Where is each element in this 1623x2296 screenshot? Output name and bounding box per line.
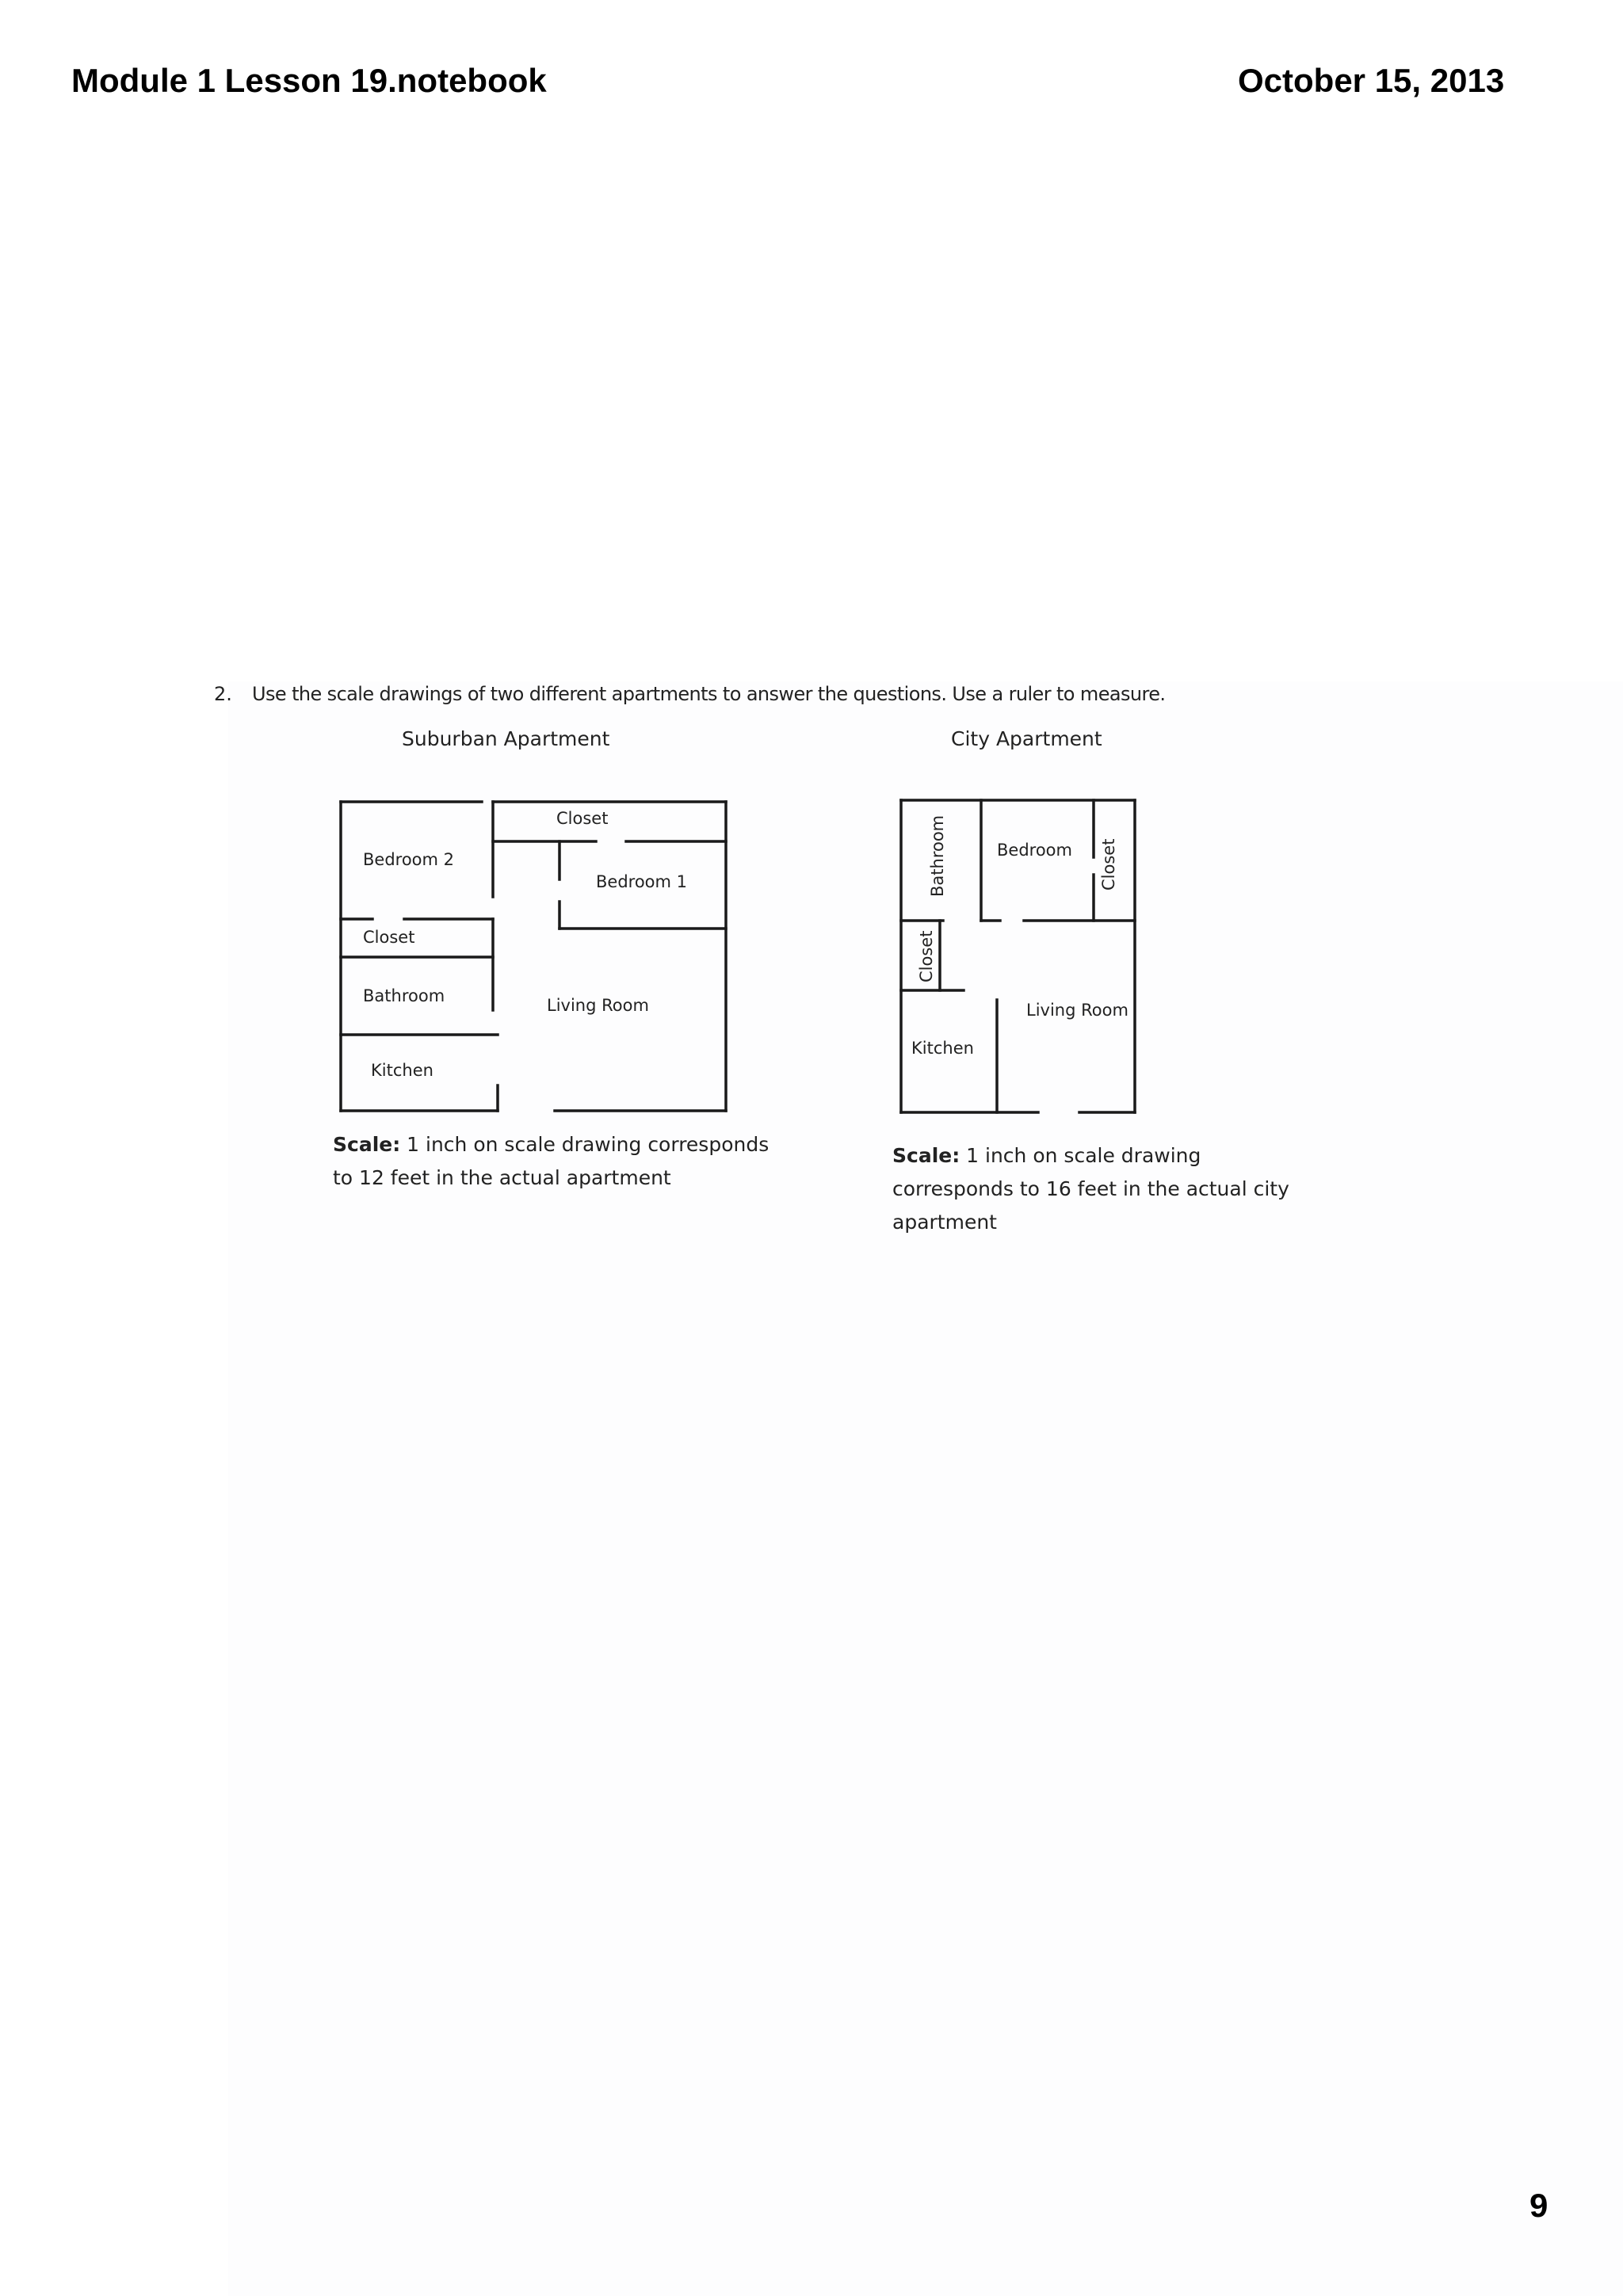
suburban-scale-text1: 1 inch on scale drawing corresponds <box>400 1133 769 1156</box>
suburban-scale-line2: to 12 feet in the actual apartment <box>333 1166 671 1189</box>
suburban-scale-line1 <box>333 1128 769 1161</box>
suburban-scale-label: Scale: <box>333 1133 401 1156</box>
question-text: Use the scale drawings of two different apartments to answer the questions. Use a ruler to measure. <box>252 683 1166 705</box>
question-number: 2. <box>214 683 232 705</box>
city-closet-right-label: Closet <box>1099 838 1118 891</box>
city-apartment-title: City Apartment <box>951 727 1102 750</box>
city-kitchen-label: Kitchen <box>911 1039 974 1058</box>
city-scale-text1: 1 inch on scale drawing <box>960 1144 1201 1167</box>
suburban-bedroom1-label: Bedroom 1 <box>596 872 688 891</box>
city-scale-line1 <box>892 1139 1289 1173</box>
suburban-apartment-title: Suburban Apartment <box>402 727 610 750</box>
suburban-kitchen-label: Kitchen <box>371 1061 433 1080</box>
document-title: Module 1 Lesson 19.notebook <box>71 62 547 99</box>
city-bathroom-label: Bathroom <box>928 814 947 897</box>
suburban-living-room-label: Living Room <box>547 996 649 1015</box>
suburban-bathroom-label: Bathroom <box>363 986 445 1005</box>
city-closet-left-label: Closet <box>917 930 936 982</box>
suburban-bedroom2-label: Bedroom 2 <box>363 850 455 869</box>
suburban-scale-note <box>333 1128 769 1195</box>
city-scale-line3: apartment <box>892 1211 997 1234</box>
city-living-room-label: Living Room <box>1026 1001 1128 1020</box>
suburban-closet-label: Closet <box>363 928 415 947</box>
document-date: October 15, 2013 <box>1238 62 1505 99</box>
page-number: 9 <box>1529 2187 1549 2224</box>
city-bedroom-label: Bedroom <box>997 841 1072 860</box>
city-scale-label: Scale: <box>892 1144 960 1167</box>
suburban-closet-top-label: Closet <box>556 809 609 828</box>
city-scale-line2: corresponds to 16 feet in the actual city <box>892 1177 1289 1200</box>
city-scale-note <box>892 1139 1289 1239</box>
